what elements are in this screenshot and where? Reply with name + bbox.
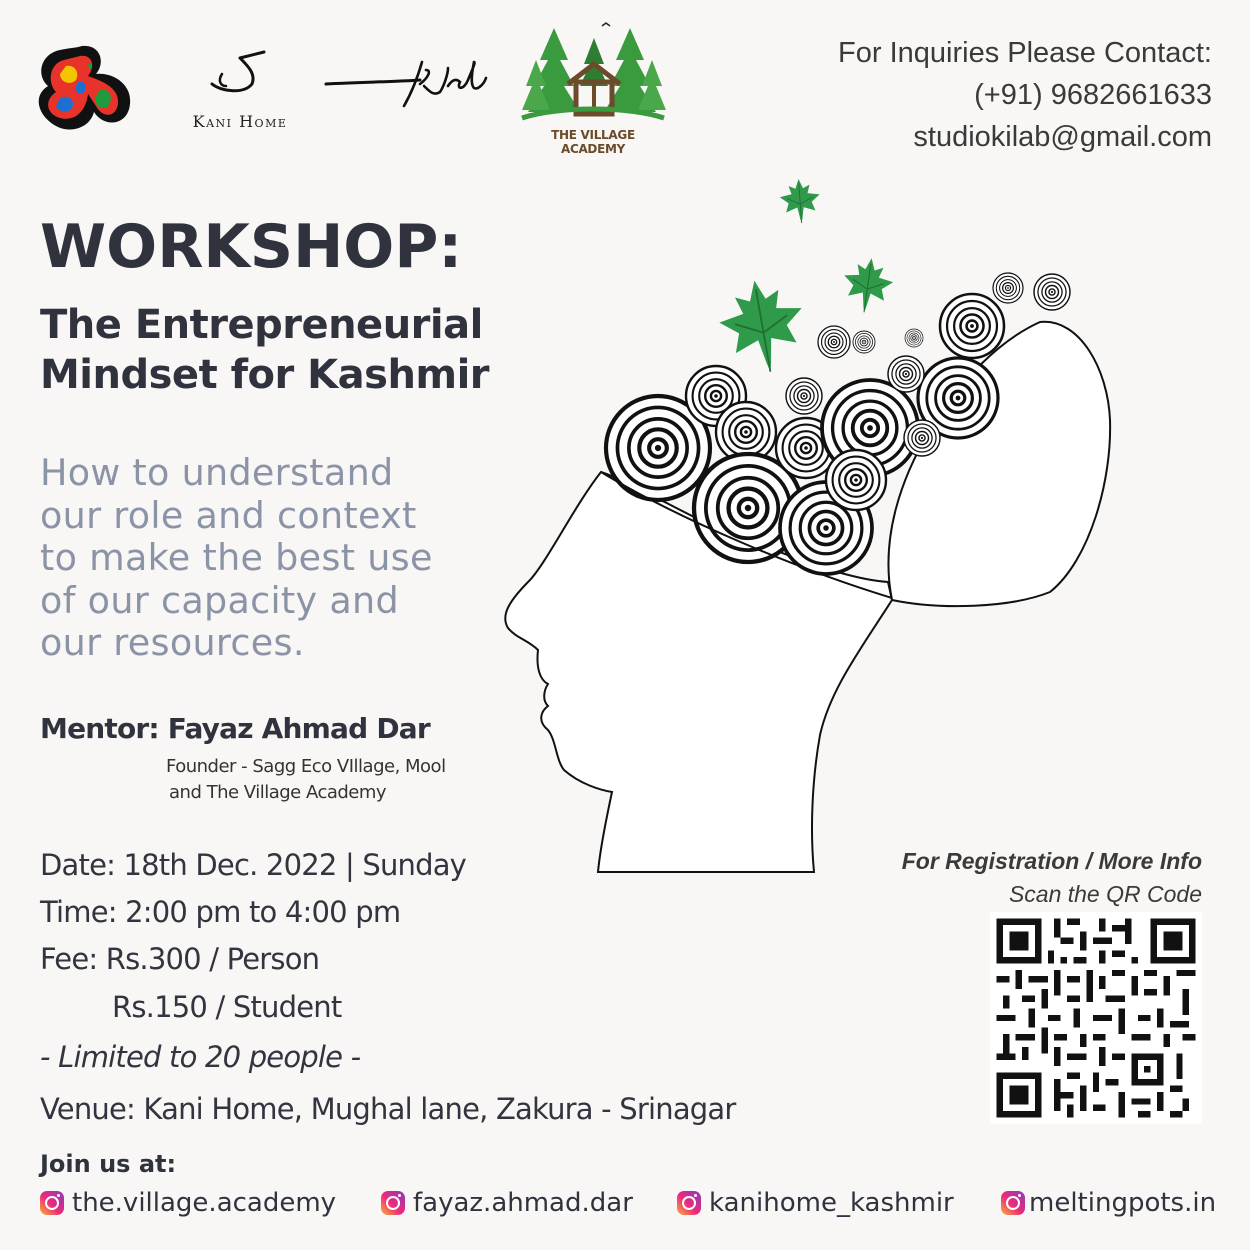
event-venue: Venue: Kani Home, Mughal lane, Zakura - Srinagar bbox=[40, 1092, 736, 1126]
workshop-description bbox=[40, 452, 510, 665]
workshop-title-line2: Mindset for Kashmir bbox=[40, 352, 490, 398]
village-academy-text: THE VILLAGE ACADEMY bbox=[551, 128, 635, 156]
event-time: Time: 2:00 pm to 4:00 pm bbox=[40, 895, 401, 929]
kani-home-calligraphy-icon bbox=[178, 44, 302, 104]
social-link-village-academy[interactable] bbox=[40, 1188, 336, 1218]
mentor-name: Mentor: Fayaz Ahmad Dar bbox=[40, 712, 430, 745]
kani-home-logo bbox=[178, 44, 302, 136]
description-line: our resources. bbox=[40, 621, 305, 664]
contact-block bbox=[838, 32, 1212, 158]
registration-subheading: Scan the QR Code bbox=[1008, 881, 1202, 907]
head-illustration bbox=[495, 175, 1120, 880]
event-date: Date: 18th Dec. 2022 | Sunday bbox=[40, 848, 467, 882]
registration-heading: For Registration / More Info bbox=[901, 848, 1202, 874]
instagram-icon bbox=[677, 1191, 701, 1215]
kilab-logo bbox=[322, 56, 492, 116]
instagram-icon bbox=[381, 1191, 405, 1215]
social-handle: meltingpots.in bbox=[1029, 1188, 1217, 1218]
social-link-kanihome[interactable] bbox=[677, 1188, 954, 1218]
social-link-fayaz[interactable] bbox=[381, 1188, 633, 1218]
workshop-label: WORKSHOP: bbox=[40, 212, 463, 282]
description-line: How to understand bbox=[40, 451, 394, 494]
event-fee: Fee: Rs.300 / Person bbox=[40, 942, 320, 976]
contact-email[interactable]: studiokilab@gmail.com bbox=[913, 121, 1212, 153]
contact-heading: For Inquiries Please Contact: bbox=[838, 37, 1212, 69]
description-line: to make the best use bbox=[40, 536, 433, 579]
contact-phone[interactable]: (+91) 9682661633 bbox=[974, 79, 1212, 111]
event-limit: - Limited to 20 people - bbox=[40, 1040, 361, 1074]
mentor-role-line1: Founder - Sagg Eco VIllage, Mool bbox=[166, 756, 446, 777]
pine-trees-cabin-icon bbox=[518, 20, 668, 124]
social-link-meltingpots[interactable] bbox=[1001, 1188, 1216, 1218]
registration-block bbox=[902, 845, 1202, 911]
social-handle: the.village.academy bbox=[72, 1188, 337, 1218]
social-handle: kanihome_kashmir bbox=[709, 1188, 954, 1218]
event-fee-student: Rs.150 / Student bbox=[112, 990, 342, 1024]
join-label: Join us at: bbox=[40, 1150, 177, 1178]
mentor-role bbox=[166, 754, 446, 806]
instagram-icon bbox=[1001, 1191, 1025, 1215]
social-handle: fayaz.ahmad.dar bbox=[413, 1188, 633, 1218]
description-line: our role and context bbox=[40, 493, 417, 537]
mentor-role-line2: and The Village Academy bbox=[169, 782, 387, 803]
workshop-title-line1: The Entrepreneurial bbox=[40, 302, 483, 348]
village-academy-logo bbox=[518, 20, 668, 156]
description-line: of our capacity and bbox=[40, 578, 399, 622]
qr-code[interactable] bbox=[990, 912, 1202, 1124]
instagram-icon bbox=[40, 1191, 64, 1215]
workshop-title bbox=[40, 300, 489, 400]
meltingpots-logo bbox=[30, 42, 134, 134]
kani-home-text: Kani Home bbox=[192, 112, 288, 131]
